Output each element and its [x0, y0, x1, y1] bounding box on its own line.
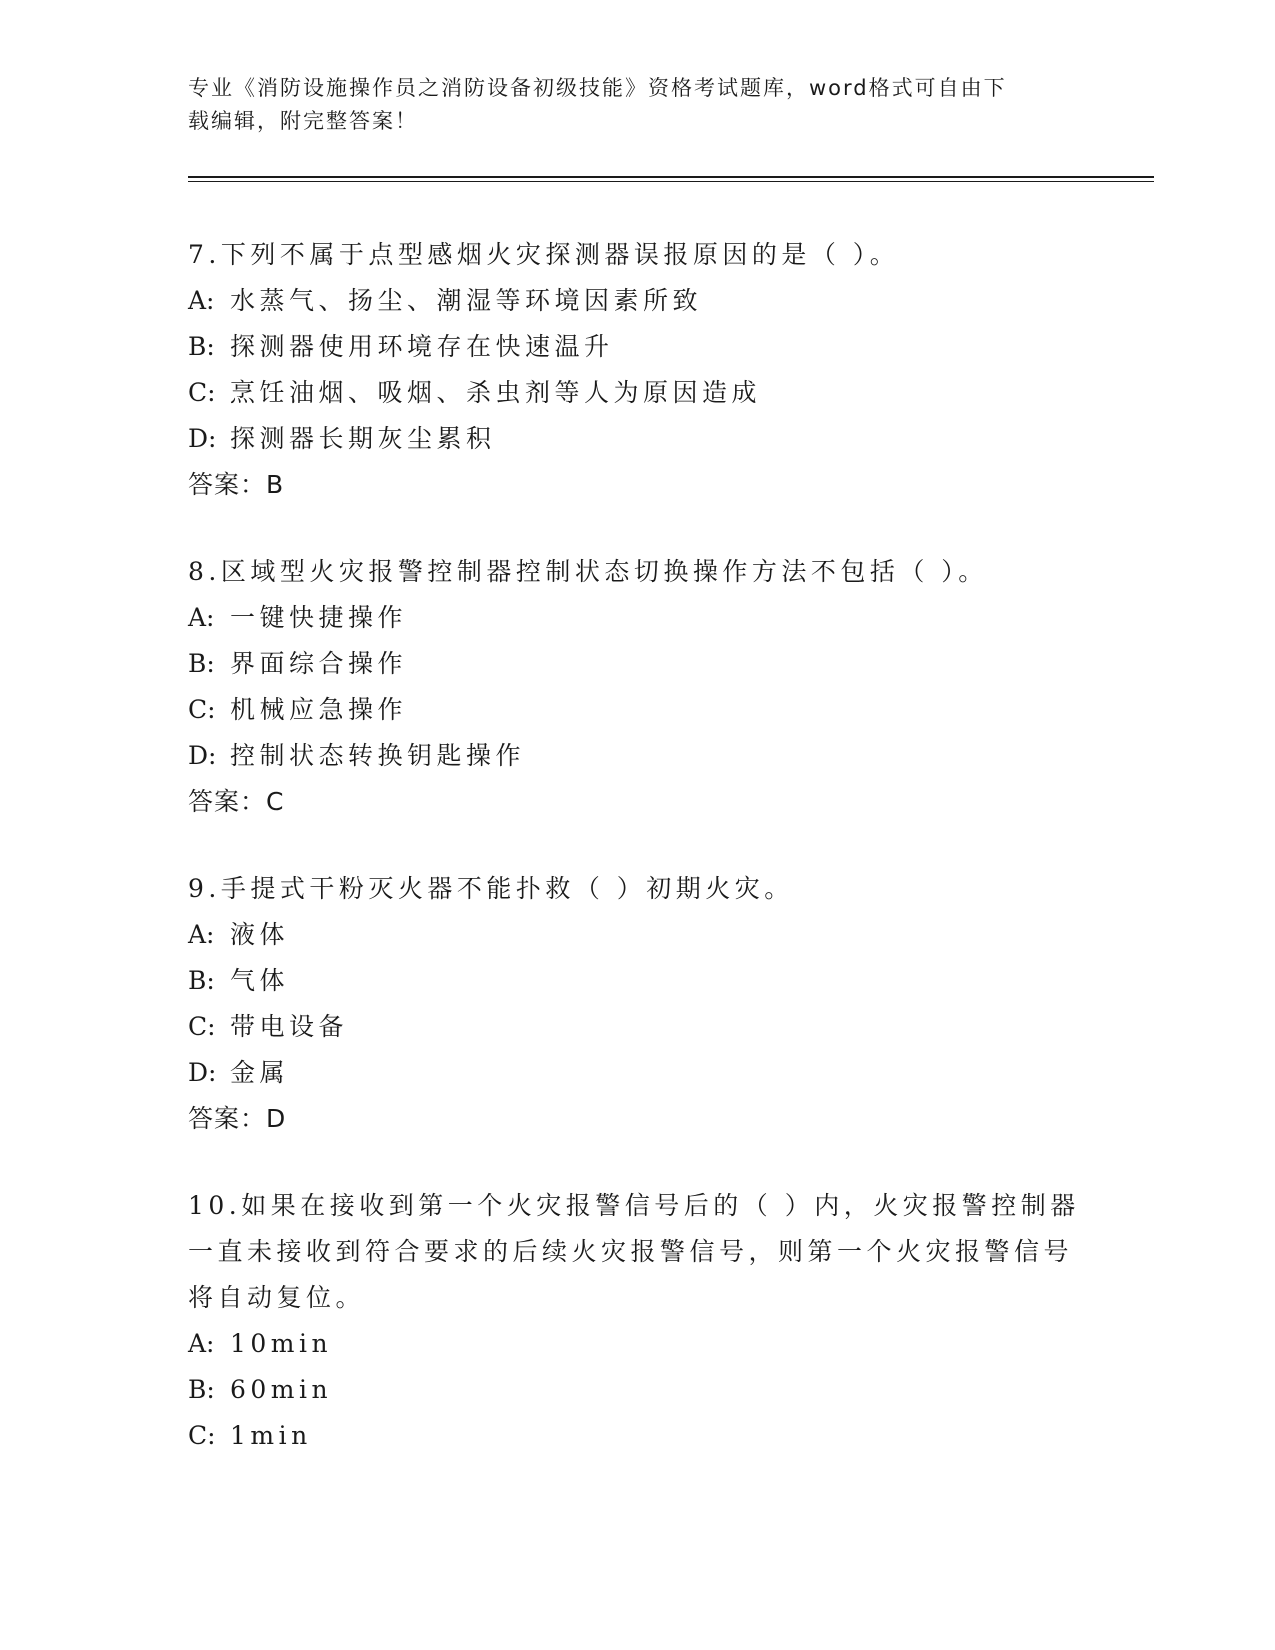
- question-9: [188, 866, 1088, 1142]
- option-text: 金属: [230, 1058, 290, 1087]
- option-label: B:: [188, 649, 215, 678]
- option-b: [188, 1367, 1088, 1413]
- option-text: 机械应急操作: [230, 695, 408, 724]
- option-text: 探测器使用环境存在快速温升: [230, 332, 614, 361]
- document-header: [188, 72, 1078, 138]
- option-b: [188, 958, 1088, 1004]
- option-text: 一键快捷操作: [230, 603, 408, 632]
- option-text: 探测器长期灰尘累积: [230, 424, 496, 453]
- option-label: C:: [188, 1012, 216, 1041]
- header-divider-thin: [188, 181, 1154, 182]
- option-label: B:: [188, 1375, 215, 1404]
- option-label: A:: [188, 920, 215, 949]
- option-label: D:: [188, 1058, 217, 1087]
- option-text: 1min: [230, 1421, 312, 1450]
- option-text: 烹饪油烟、吸烟、杀虫剂等人为原因造成: [230, 378, 762, 407]
- option-label: C:: [188, 378, 216, 407]
- option-label: B:: [188, 332, 215, 361]
- header-divider-thick: [188, 176, 1154, 178]
- option-a: [188, 1321, 1088, 1367]
- option-text: 水蒸气、扬尘、潮湿等环境因素所致: [230, 286, 703, 315]
- answer-line: 答案：B: [188, 470, 285, 499]
- option-c: [188, 1004, 1088, 1050]
- answer-line: 答案：D: [188, 1104, 287, 1133]
- option-text: 10min: [230, 1329, 333, 1358]
- option-label: D:: [188, 741, 217, 770]
- option-d: [188, 1050, 1088, 1096]
- question-stem: 7.下列不属于点型感烟火灾探测器误报原因的是（ ）。: [188, 240, 900, 269]
- option-c: [188, 1413, 1088, 1459]
- question-stem: 9.手提式干粉灭火器不能扑救（ ）初期火灾。: [188, 874, 794, 903]
- option-text: 控制状态转换钥匙操作: [230, 741, 526, 770]
- option-a: [188, 912, 1088, 958]
- option-text: 60min: [230, 1375, 333, 1404]
- question-8: [188, 549, 1088, 825]
- option-label: A:: [188, 603, 215, 632]
- header-line-2: 载编辑，附完整答案！: [188, 109, 418, 133]
- question-7: [188, 232, 1088, 508]
- question-10: [188, 1183, 1088, 1459]
- option-label: D:: [188, 424, 217, 453]
- option-d: [188, 416, 1088, 462]
- option-c: [188, 687, 1088, 733]
- option-text: 界面综合操作: [230, 649, 408, 678]
- option-label: C:: [188, 1421, 216, 1450]
- option-b: [188, 324, 1088, 370]
- header-line-1: 专业《消防设施操作员之消防设备初级技能》资格考试题库，word格式可自由下: [188, 76, 1007, 100]
- question-list: [188, 232, 1088, 1500]
- option-label: A:: [188, 286, 215, 315]
- option-d: [188, 733, 1088, 779]
- option-c: [188, 370, 1088, 416]
- answer-line: 答案：C: [188, 787, 285, 816]
- option-text: 液体: [230, 920, 290, 949]
- option-label: C:: [188, 695, 216, 724]
- question-stem: 8.区域型火灾报警控制器控制状态切换操作方法不包括（ ）。: [188, 557, 988, 586]
- option-label: B:: [188, 966, 215, 995]
- option-a: [188, 278, 1088, 324]
- option-a: [188, 595, 1088, 641]
- option-b: [188, 641, 1088, 687]
- question-stem: 10.如果在接收到第一个火灾报警信号后的（ ）内，火灾报警控制器一直未接收到符合要求的后续火灾报警信号，则第一个火灾报警信号将自动复位。: [188, 1191, 1080, 1312]
- option-label: A:: [188, 1329, 215, 1358]
- option-text: 气体: [230, 966, 290, 995]
- option-text: 带电设备: [230, 1012, 349, 1041]
